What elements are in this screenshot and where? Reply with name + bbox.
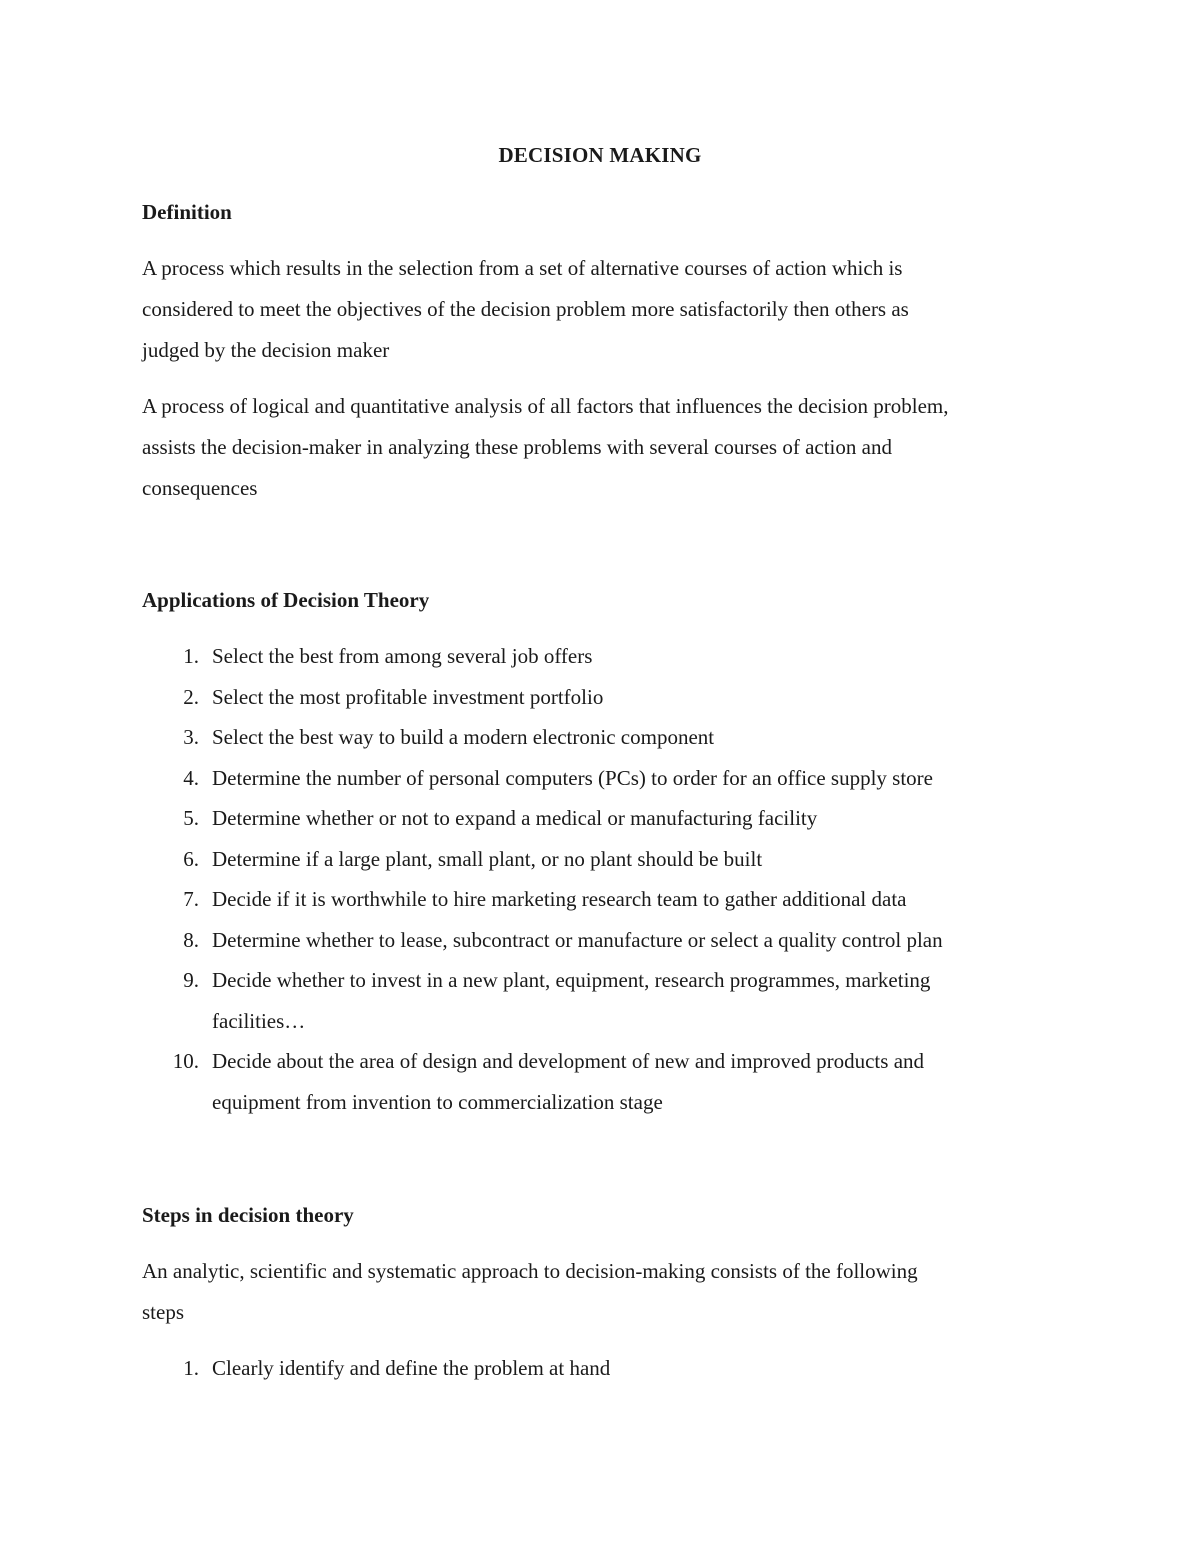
applications-heading: Applications of Decision Theory bbox=[142, 588, 430, 612]
list-item bbox=[142, 920, 1062, 961]
list-text: Decide about the area of design and development of new and improved products and bbox=[212, 1049, 925, 1073]
list-text: Determine whether to lease, subcontract or manufacture or select a quality control plan bbox=[212, 927, 943, 952]
paragraph-line: A process which results in the selection from a set of alternative courses of action which is bbox=[142, 256, 903, 280]
list-item bbox=[142, 717, 1062, 758]
list-text-continuation: equipment from invention to commercialization stage bbox=[212, 1089, 663, 1114]
list-number: 1. bbox=[183, 644, 199, 668]
list-number: 5. bbox=[183, 806, 199, 830]
list-text-continuation: facilities… bbox=[212, 1008, 306, 1033]
list-item bbox=[142, 677, 1062, 718]
applications-list bbox=[142, 636, 1062, 1122]
paragraph-line: assists the decision-maker in analyzing these problems with several courses of action and bbox=[142, 435, 892, 459]
list-text: Decide if it is worthwhile to hire marketing research team to gather additional data bbox=[212, 887, 907, 911]
list-item bbox=[142, 879, 1062, 920]
list-number: 1. bbox=[183, 1356, 199, 1380]
list-text: Determine if a large plant, small plant, or no plant should be built bbox=[212, 846, 763, 871]
list-number: 9. bbox=[183, 968, 199, 992]
list-number: 7. bbox=[183, 887, 199, 911]
steps-list bbox=[142, 1348, 1062, 1389]
list-item bbox=[142, 758, 1062, 799]
list-number: 3. bbox=[183, 725, 199, 749]
paragraph-line: An analytic, scientific and systematic approach to decision-making consists of the following bbox=[142, 1259, 918, 1283]
list-number: 10. bbox=[172, 1049, 199, 1073]
list-text: Decide whether to invest in a new plant, equipment, research programmes, marketing bbox=[212, 968, 931, 992]
paragraph-line: steps bbox=[142, 1300, 184, 1324]
list-item bbox=[142, 1348, 1062, 1389]
list-number: 6. bbox=[183, 846, 199, 871]
steps-intro bbox=[142, 1251, 1062, 1333]
definition-paragraph-2 bbox=[142, 386, 1062, 509]
steps-heading: Steps in decision theory bbox=[142, 1203, 354, 1227]
list-item bbox=[142, 1041, 1062, 1122]
list-item bbox=[142, 798, 1062, 839]
list-text: Select the most profitable investment portfolio bbox=[212, 684, 604, 709]
list-text: Select the best from among several job offers bbox=[212, 644, 593, 668]
list-text: Select the best way to build a modern electronic component bbox=[212, 725, 715, 749]
document-title: DECISION MAKING bbox=[498, 143, 702, 167]
list-text: Determine the number of personal computers (PCs) to order for an office supply store bbox=[212, 765, 933, 790]
paragraph-line: A process of logical and quantitative analysis of all factors that influences the decision problem, bbox=[142, 394, 949, 418]
list-text: Clearly identify and define the problem at hand bbox=[212, 1356, 611, 1380]
paragraph-line: considered to meet the objectives of the decision problem more satisfactorily then others as bbox=[142, 297, 909, 321]
list-number: 8. bbox=[183, 927, 199, 952]
definition-paragraph-1 bbox=[142, 248, 1062, 371]
paragraph-line: judged by the decision maker bbox=[142, 338, 390, 362]
paragraph-line: consequences bbox=[142, 476, 258, 500]
list-item bbox=[142, 960, 1062, 1041]
list-item bbox=[142, 839, 1062, 880]
list-text: Determine whether or not to expand a medical or manufacturing facility bbox=[212, 806, 818, 830]
definition-heading: Definition bbox=[142, 200, 232, 224]
list-number: 2. bbox=[183, 684, 199, 709]
list-item bbox=[142, 636, 1062, 677]
list-number: 4. bbox=[183, 765, 199, 790]
